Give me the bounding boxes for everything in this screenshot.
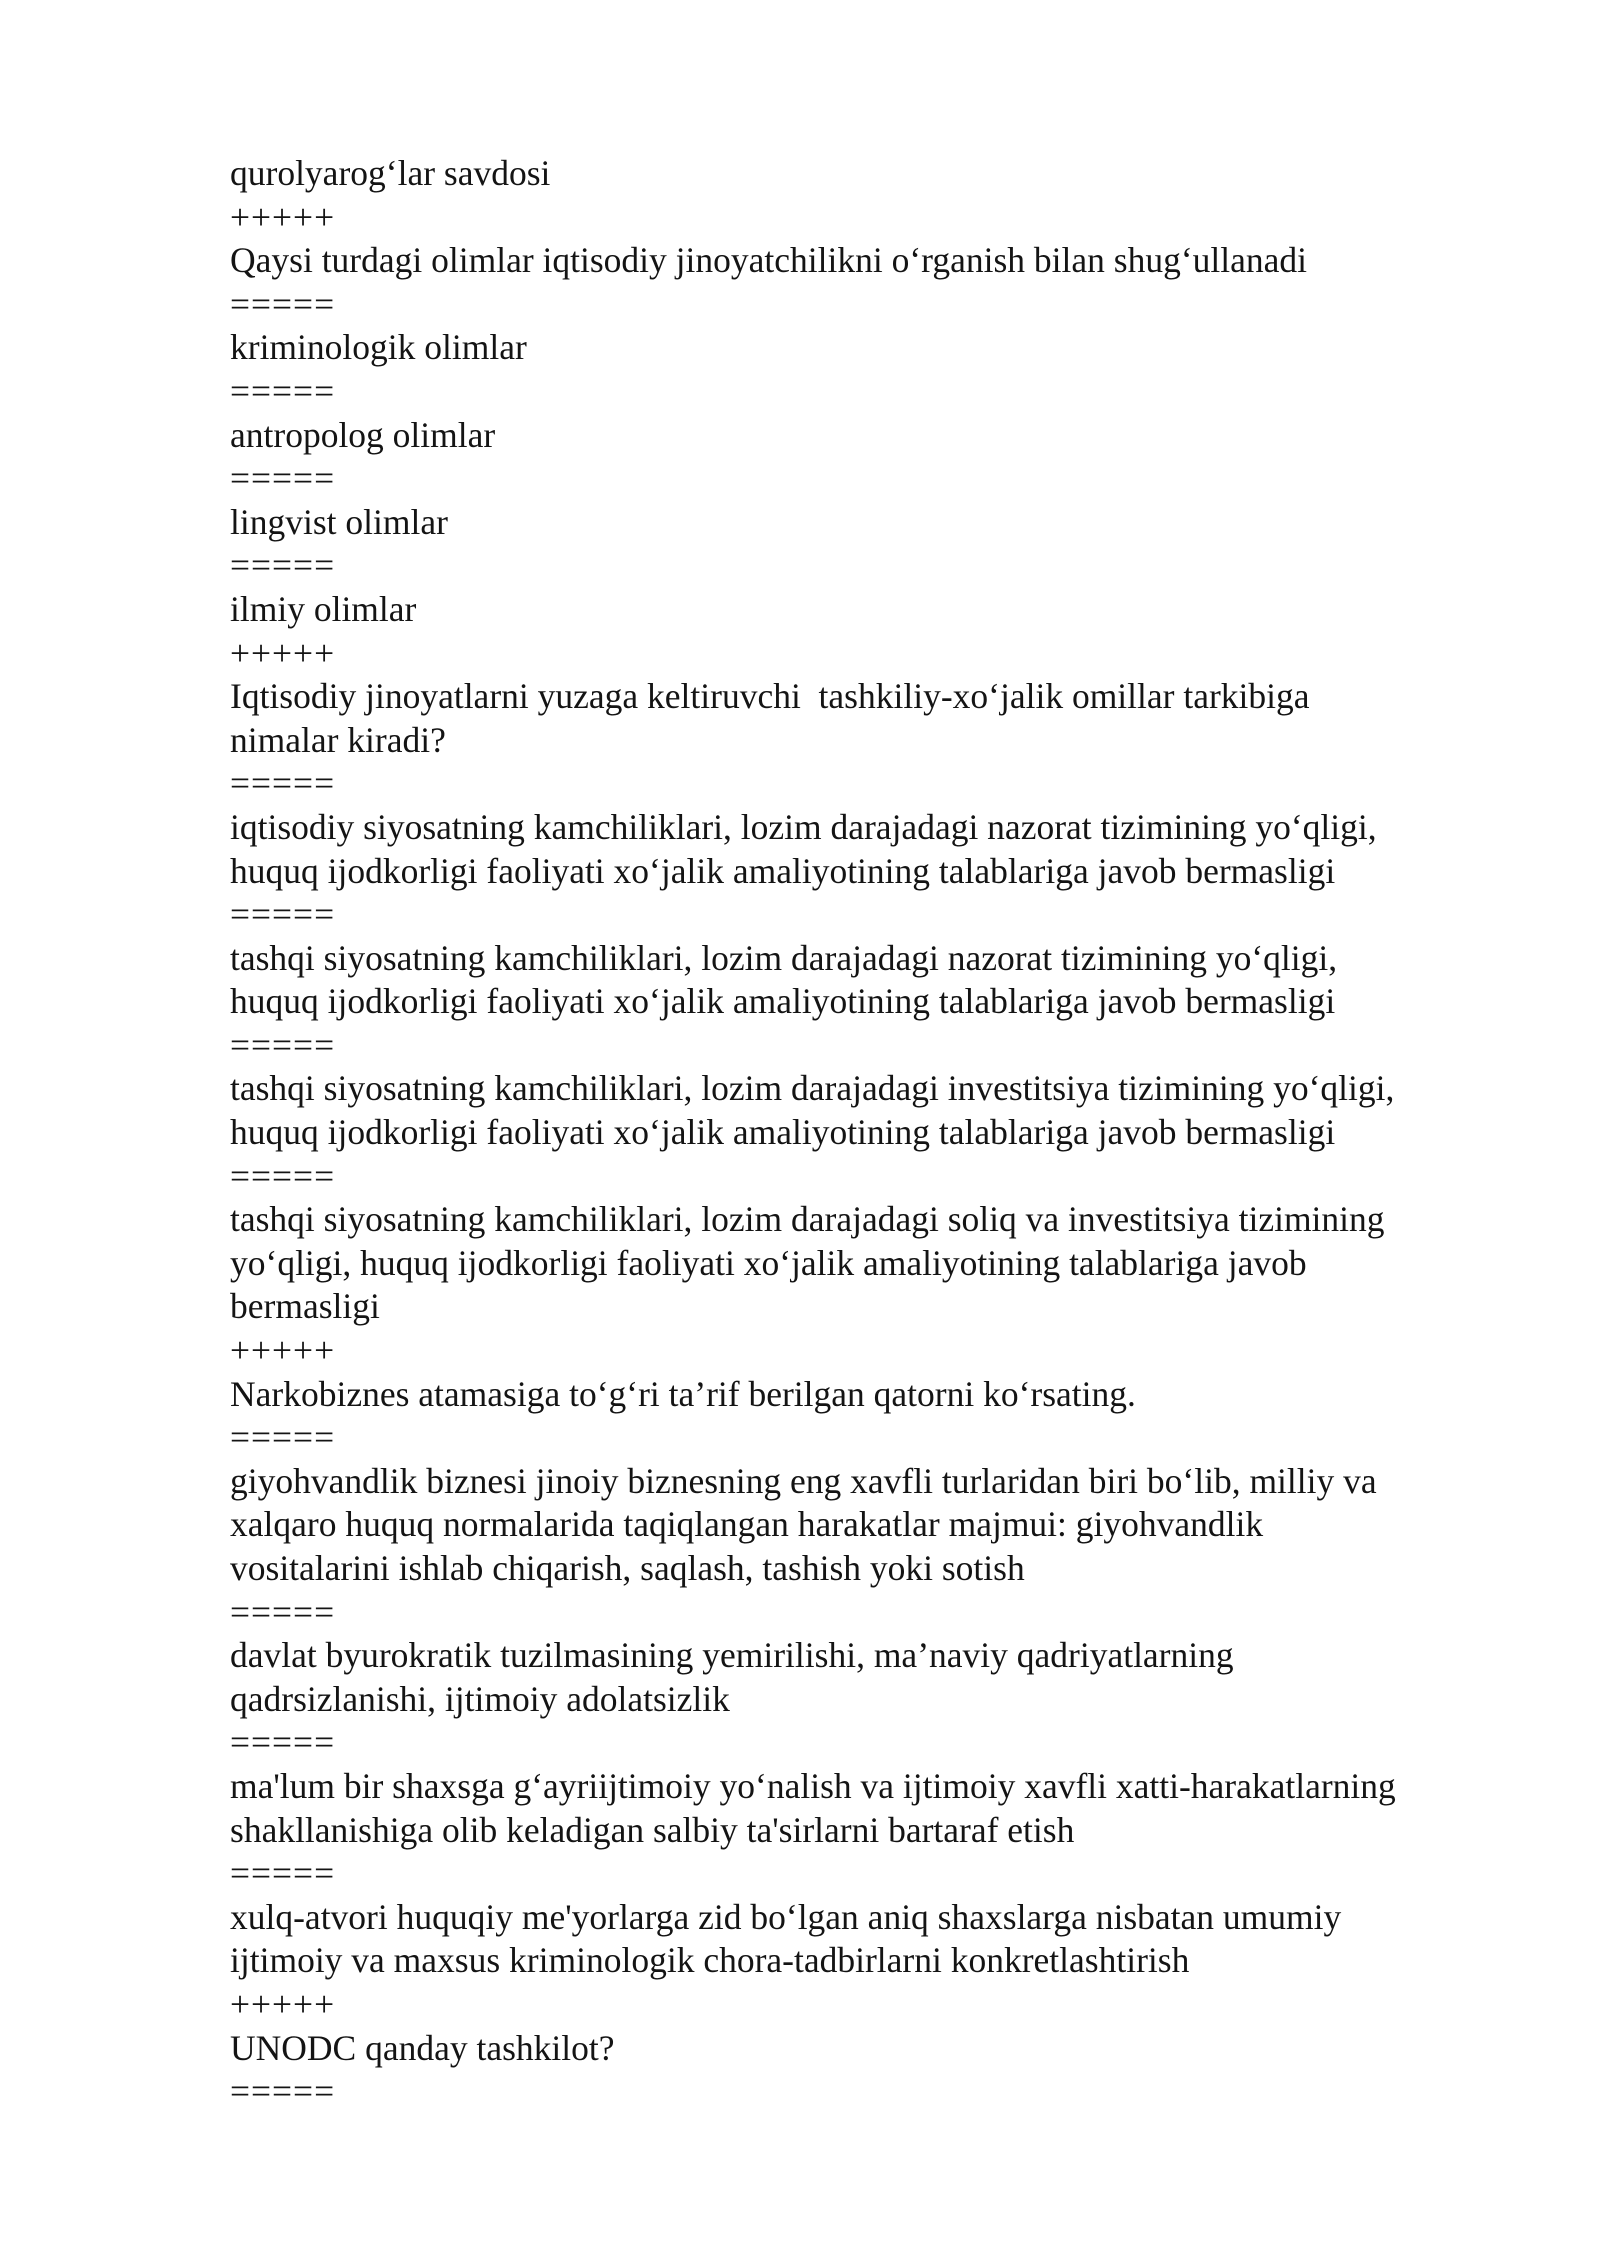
answer-option-line: vositalarini ishlab chiqarish, saqlash, tashish yoki sotish bbox=[230, 1548, 1025, 1588]
answer-option-line: giyohvandlik biznesi jinoiy biznesning eng xavfli turlaridan biri bo‘lib, milliy va bbox=[230, 1460, 1377, 1501]
answer-option-line: lingvist olimlar bbox=[230, 501, 448, 542]
answer-option-line: xulq-atvori huquqiy me'yorlarga zid bo‘lgan aniq shaxslarga nisbatan umumiy bbox=[230, 1896, 1342, 1937]
answer-separator: ===== bbox=[230, 1591, 336, 1632]
answer-separator: ===== bbox=[230, 763, 336, 804]
answer-separator: ===== bbox=[230, 1853, 336, 1894]
answer-option-line: qadrsizlanishi, ijtimoiy adolatsizlik bbox=[230, 1678, 730, 1719]
answer-option-line: xalqaro huquq normalarida taqiqlangan harakatlar majmui: giyohvandlik bbox=[230, 1504, 1264, 1545]
text-line: qurolyarog‘lar savdosi bbox=[230, 153, 551, 193]
answer-option-line: ijtimoiy va maxsus kriminologik chora-tadbirlarni konkretlashtirish bbox=[230, 1940, 1190, 1981]
answer-option-line: tashqi siyosatning kamchiliklari, lozim darajadagi investitsiya tizimining yo‘qligi, bbox=[230, 1068, 1395, 1109]
question-text-line: Qaysi turdagi olimlar iqtisodiy jinoyatchilikni o‘rganish bilan shug‘ullanadi bbox=[230, 240, 1308, 281]
answer-separator: ===== bbox=[230, 1155, 336, 1196]
answer-separator: ===== bbox=[230, 545, 336, 586]
answer-option-line: antropolog olimlar bbox=[230, 414, 496, 455]
question-text-line: Narkobiznes atamasiga to‘g‘ri ta’rif berilgan qatorni ko‘rsating. bbox=[230, 1373, 1136, 1414]
question-text-line: nimalar kiradi? bbox=[230, 719, 446, 760]
answer-option-line: iqtisodiy siyosatning kamchiliklari, lozim darajadagi nazorat tizimining yo‘qligi, bbox=[230, 806, 1377, 847]
answer-separator: ===== bbox=[230, 283, 336, 324]
answer-option-line: tashqi siyosatning kamchiliklari, lozim darajadagi soliq va investitsiya tizimining bbox=[230, 1199, 1385, 1240]
answer-option-line: bermasligi bbox=[230, 1286, 380, 1327]
answer-option-line: davlat byurokratik tuzilmasining yemirilishi, ma’naviy qadriyatlarning bbox=[230, 1635, 1234, 1676]
question-text-line: UNODC qanday tashkilot? bbox=[230, 2027, 615, 2068]
question-separator: +++++ bbox=[230, 1983, 336, 2024]
answer-option-line: ilmiy olimlar bbox=[230, 588, 417, 629]
answer-option-line: ma'lum bir shaxsga g‘ayriijtimoiy yo‘nalish va ijtimoiy xavfli xatti-harakatlarning bbox=[230, 1765, 1396, 1806]
answer-option-line: shakllanishiga olib keladigan salbiy ta'sirlarni bartaraf etish bbox=[230, 1809, 1075, 1850]
question-text-line: Iqtisodiy jinoyatlarni yuzaga keltiruvchi tashkiliy-xo‘jalik omillar tarkibiga bbox=[230, 676, 1310, 717]
answer-option-line: tashqi siyosatning kamchiliklari, lozim darajadagi nazorat tizimining yo‘qligi, bbox=[230, 937, 1338, 978]
answer-separator: ===== bbox=[230, 1417, 336, 1458]
answer-option-line: yo‘qligi, huquq ijodkorligi faoliyati xo‘jalik amaliyotining talablariga javob bbox=[230, 1242, 1307, 1283]
question-separator: +++++ bbox=[230, 196, 336, 237]
answer-separator: ===== bbox=[230, 458, 336, 499]
answer-option-line: huquq ijodkorligi faoliyati xo‘jalik amaliyotining talablariga javob bermasligi bbox=[230, 981, 1336, 1022]
answer-separator: ===== bbox=[230, 894, 336, 935]
answer-option-line: huquq ijodkorligi faoliyati xo‘jalik amaliyotining talablariga javob bermasligi bbox=[230, 850, 1336, 891]
answer-separator: ===== bbox=[230, 1722, 336, 1763]
question-separator: +++++ bbox=[230, 1330, 336, 1371]
document-body bbox=[230, 152, 1480, 2114]
answer-separator: ===== bbox=[230, 1024, 336, 1065]
answer-option-line: kriminologik olimlar bbox=[230, 327, 527, 368]
question-separator: +++++ bbox=[230, 632, 336, 673]
answer-separator: ===== bbox=[230, 2071, 336, 2112]
answer-option-line: huquq ijodkorligi faoliyati xo‘jalik amaliyotining talablariga javob bermasligi bbox=[230, 1112, 1336, 1153]
answer-separator: ===== bbox=[230, 370, 336, 411]
